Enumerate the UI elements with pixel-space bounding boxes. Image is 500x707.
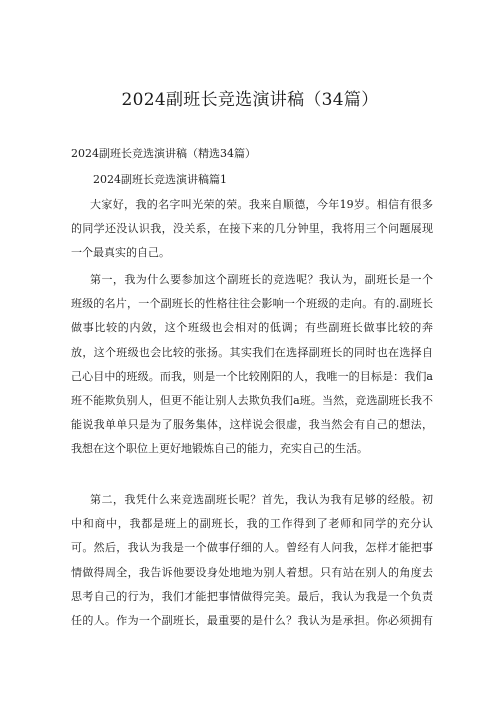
paragraph-line: 班级的名片，一个副班长的性格往往会影响一个班级的走向。有的.副班长 <box>71 297 433 311</box>
paragraph-3 <box>71 488 433 633</box>
paragraph-line: 己心目中的班级。而我，则是一个比较刚阳的人，我唯一的目标是：我们a <box>71 369 433 383</box>
paragraph-1 <box>71 193 433 266</box>
paragraph-line: 第一，我为什么要参加这个副班长的竞选呢？我认为，副班长是一个 <box>90 273 433 286</box>
paragraph-line: 可。然后，我认为我是一个做事仔细的人。曾经有人问我，怎样才能把事 <box>71 541 433 555</box>
paragraph-line: 大家好，我的名字叫光荣的荣。我来自顺德，今年19岁。相信有很多 <box>90 198 433 211</box>
paragraph-line: 中和商中，我都是班上的副班长，我的工作得到了老师和同学的充分认 <box>71 517 433 531</box>
paragraph-line: 的同学还没认识我，没关系，在接下来的几分钟里，我将用三个问题展现 <box>71 222 433 236</box>
section-heading: 2024副班长竞选演讲稿篇1 <box>93 173 227 186</box>
paragraph-line: 情做得周全，我告诉他要设身处地地为别人着想。只有站在别人的角度去 <box>71 565 433 579</box>
paragraph-2 <box>71 268 433 462</box>
paragraph-line: 一个最真实的自己。 <box>71 246 170 260</box>
paragraph-line: 能说我单单只是为了服务集体，这样说会很虚，我当然会有自己的想法， <box>71 418 433 432</box>
paragraph-line: 放，这个班级也会比较的张扬。其实我们在选择副班长的同时也在选择自 <box>71 345 433 359</box>
paragraph-line: 任的人。作为一个副班长，最重要的是什么？我认为是承担。你必须拥有 <box>71 613 433 627</box>
paragraph-line: 思考自己的行为，我们才能把事情做得完美。最后，我认为我是一个负责 <box>71 589 433 603</box>
document-subtitle: 2024副班长竞选演讲稿（精选34篇） <box>71 147 256 160</box>
paragraph-line: 我想在这个职位上更好地锻炼自己的能力，充实自己的生活。 <box>71 442 368 456</box>
document-title: 2024副班长竞选演讲稿（34篇） <box>121 90 379 110</box>
paragraph-line: 第二，我凭什么来竞选副班长呢？首先，我认为我有足够的经般。初 <box>90 493 433 506</box>
paragraph-line: 班不能欺负别人，但更不能让别人去欺负我们a班。当然，竞选副班长我不 <box>71 393 433 407</box>
paragraph-line: 做事比较的内敛，这个班级也会相对的低调；有些副班长做事比较的奔 <box>71 321 433 335</box>
